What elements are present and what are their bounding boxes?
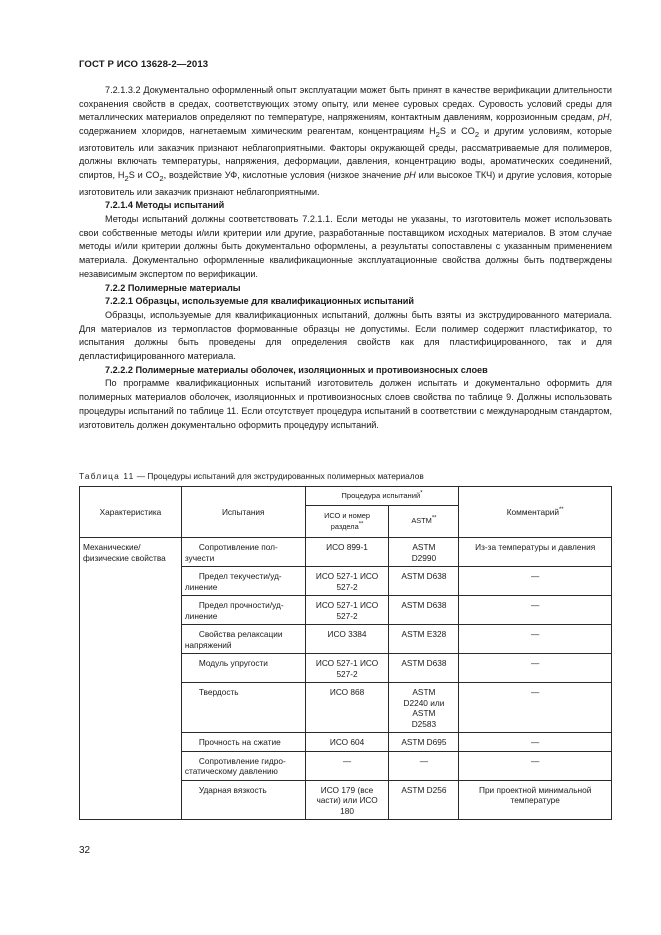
test-name-line: Ударная вязкость xyxy=(198,784,267,795)
test-name-continuation: статическому давлению xyxy=(184,766,278,776)
iso-cell: ИСО 179 (все части) или ИСО 180 xyxy=(305,780,389,820)
table-caption-label: Таблица 11 xyxy=(79,471,135,481)
astm-cell: ASTM D695 xyxy=(389,733,459,752)
astm-cell: ASTM D638 xyxy=(389,654,459,683)
comment-cell: — xyxy=(459,654,612,683)
comment-cell: — xyxy=(459,683,612,733)
astm-cell: ASTM E328 xyxy=(389,625,459,654)
page-number: 32 xyxy=(79,845,91,856)
comment-cell: — xyxy=(459,596,612,625)
astm-cell: ASTM D256 xyxy=(389,780,459,820)
test-cell xyxy=(181,596,305,625)
heading-7-2-2-1: 7.2.2.1 Образцы, используемые для квалификационных испытаний xyxy=(105,296,414,307)
test-name-continuation: линение xyxy=(184,581,218,592)
heading-7-2-2-2: 7.2.2.2 Полимерные материалы оболочек, изоляционных и противоизносных слоев xyxy=(105,364,488,375)
test-name-line: Свойства релаксации xyxy=(198,629,283,639)
header-procedure: Процедура испытаний* xyxy=(305,487,459,506)
test-name-line: Предел текучести/уд- xyxy=(198,571,282,581)
astm-cell: ASTM D2240 или ASTM D2583 xyxy=(389,683,459,733)
iso-cell: ИСО 3384 xyxy=(305,625,389,654)
test-name-line: Сопротивление гидро- xyxy=(198,755,286,766)
test-name-continuation: напряжений xyxy=(184,639,232,650)
header-comment: Комментарий** xyxy=(459,487,612,538)
iso-cell: ИСО 527-1 ИСО 527-2 xyxy=(305,567,389,596)
test-name-continuation: зучести xyxy=(184,552,215,563)
test-name-continuation: линение xyxy=(184,610,218,621)
heading-7-2-1-4: 7.2.1.4 Методы испытаний xyxy=(105,200,225,211)
test-cell xyxy=(181,625,305,654)
comment-cell: Из-за температуры и давления xyxy=(459,538,612,567)
test-cell xyxy=(181,780,305,820)
test-cell xyxy=(181,654,305,683)
header-tests: Испытания xyxy=(181,487,305,538)
comment-cell: — xyxy=(459,567,612,596)
test-name-line: Сопротивление пол- xyxy=(198,542,278,552)
iso-cell: ИСО 527-1 ИСО 527-2 xyxy=(305,596,389,625)
header-iso: ИСО и номер раздела** xyxy=(305,506,389,538)
paragraph-test-methods: Методы испытаний должны соответствовать 7.2.1.1. Если методы не указаны, то изготовитель может использовать свои собственные методы и/или критерии или другие, разработанные поставщиком исходных материалов. В этом случае методы и/или критерии должны быть документально оформлены, а результаты сопоставлены с указанным применением материала. Документально оформленные квалификационные эксплуатационные свойства должны быть подтверждены независимым экспертом по верификации. xyxy=(79,213,612,279)
test-cell xyxy=(181,683,305,733)
paragraph-7-2-1-3-2: 7.2.1.3.2 Документально оформленный опыт эксплуатации может быть принят в качестве верификации длительности сохранения свойств в средах, соответствующих этому опыту, или менее суровых средах. Суровость условий среды для металлических материалов определяют по температуре, напряжениям, контактным давлениям, коррозионным средам, pH, содержанием хлоридов, нагнетаемым химическим реагентам, концентрациям $H_2S$ и $CO_2$ и другим условиям, которые изготовитель или заказчик признают неблагоприятными. Факторы окружающей среды, рассматриваемые для полимеров, должны включать температуры, напряжения, деформации, давления, концентрацию воды, ароматических соединений, спиртов, $H_2S$ и $CO_2$, воздействие УФ, кислотные условия (низкое значение pH или высокое ТКЧ) и другие условия, которые изготовитель или заказчик признают неблагоприятными. xyxy=(79,85,613,197)
test-cell xyxy=(181,538,305,567)
astm-cell: ASTM D638 xyxy=(389,567,459,596)
test-cell xyxy=(181,733,305,752)
iso-cell: ИСО 604 xyxy=(305,733,389,752)
test-name-line: Твердость xyxy=(198,687,239,697)
table-caption-text: — Процедуры испытаний для экструдированных полимерных материалов xyxy=(134,471,424,481)
test-cell xyxy=(181,567,305,596)
comment-cell: При проектной минимальной температуре xyxy=(459,780,612,820)
heading-7-2-2: 7.2.2 Полимерные материалы xyxy=(105,282,241,293)
test-cell xyxy=(181,751,305,780)
procedures-table xyxy=(79,486,612,820)
table-row xyxy=(80,538,612,567)
paragraph-samples: Образцы, используемые для квалификационных испытаний, должны быть взяты из экструдированного материала. Для материалов из термопластов формованные образцы не допустимы. Если полимер содержит пластификатор, то испытания должны быть проведены для определения свойств как для пластифицированного, так и для депластифицированного материала. xyxy=(79,309,612,362)
characteristic-cell: Механические/физические свойства xyxy=(80,538,182,820)
astm-cell: — xyxy=(389,751,459,780)
test-name-line: Прочность на сжатие xyxy=(198,737,281,747)
iso-cell: ИСО 527-1 ИСО 527-2 xyxy=(305,654,389,683)
iso-cell: ИСО 899-1 xyxy=(305,538,389,567)
document-header: ГОСТ Р ИСО 13628-2—2013 xyxy=(79,59,209,70)
comment-cell: — xyxy=(459,733,612,752)
header-characteristic: Характеристика xyxy=(80,487,182,538)
iso-cell: — xyxy=(305,751,389,780)
table-caption xyxy=(79,471,424,481)
astm-cell: ASTM D2990 xyxy=(389,538,459,567)
iso-cell: ИСО 868 xyxy=(305,683,389,733)
test-name-line: Модуль упругости xyxy=(198,658,268,668)
header-astm: ASTM** xyxy=(389,506,459,538)
paragraph-qualification-program: По программе квалификационных испытаний изготовитель должен испытать и документально оформить для полимерных материалов оболочек, изоляционных и противоизносных слоев свойства по таблице 9. Должны использовать процедуры испытаний по таблице 11. Если отсутствует процедура испытаний в соответствии с международным стандартом, изготовитель должен документально оформить процедуру испытаний. xyxy=(79,378,612,430)
comment-cell: — xyxy=(459,625,612,654)
astm-cell: ASTM D638 xyxy=(389,596,459,625)
test-name-line: Предел прочности/уд- xyxy=(198,600,284,610)
comment-cell: — xyxy=(459,751,612,780)
body-text xyxy=(79,84,612,432)
